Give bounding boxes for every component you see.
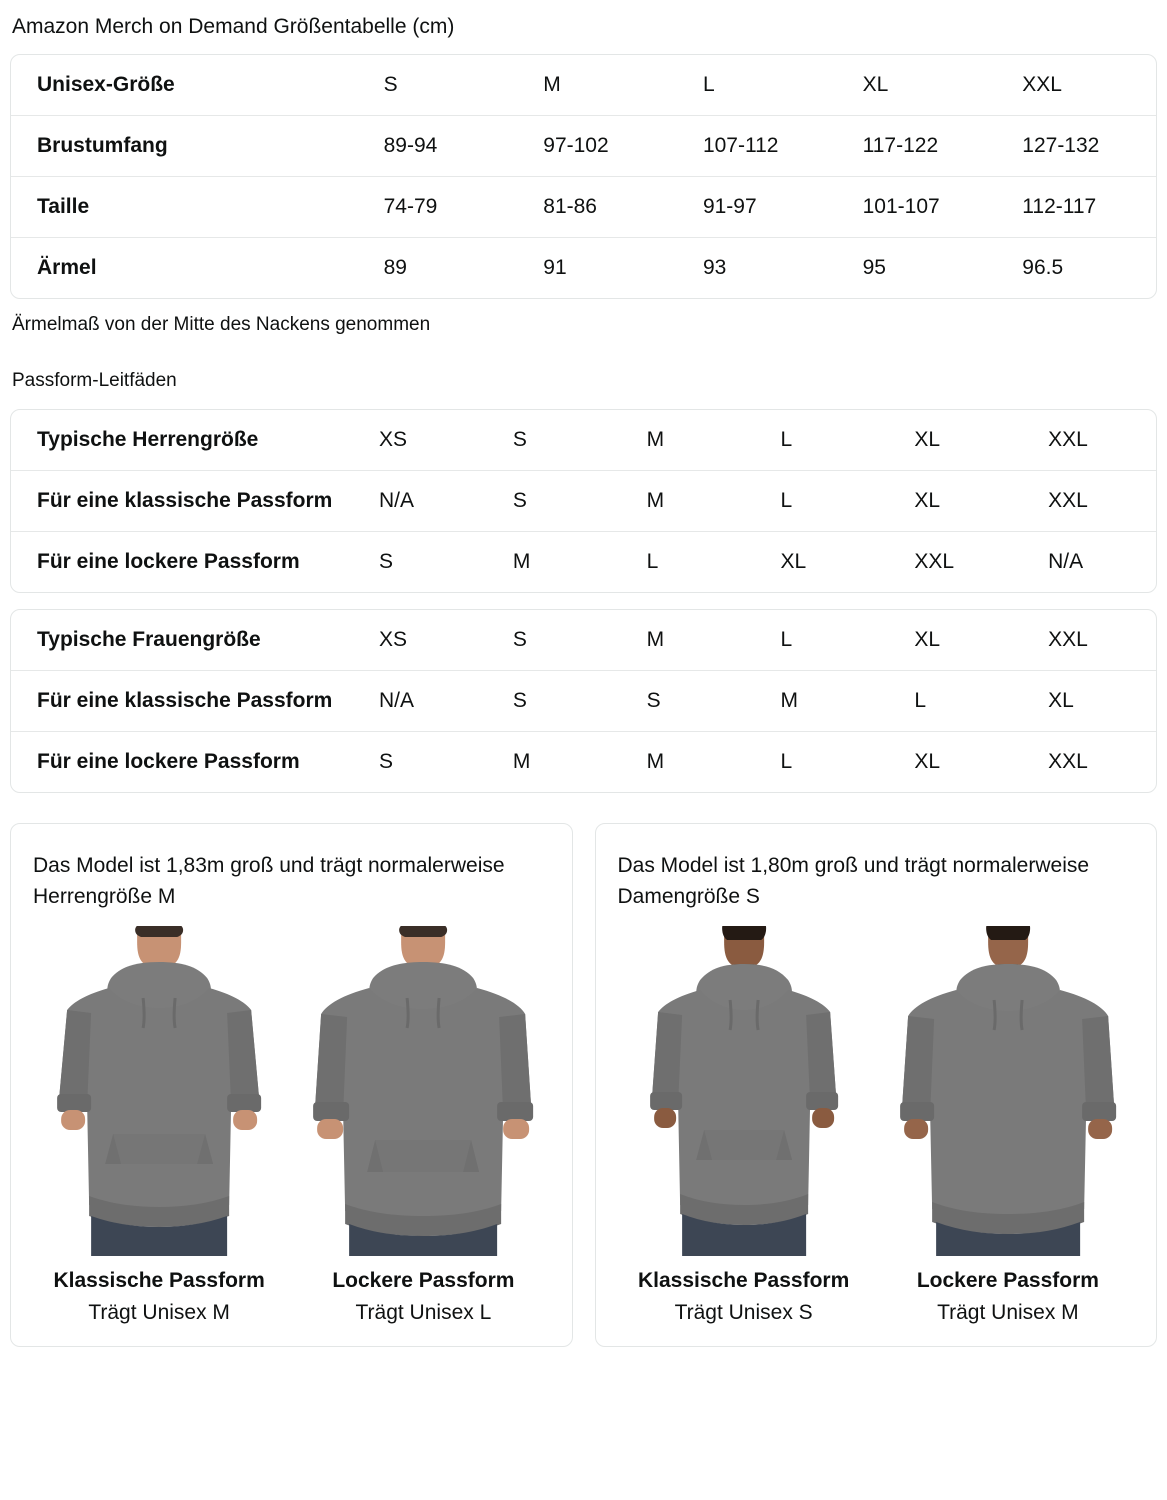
womens-fit-table-card <box>10 609 1157 793</box>
model-card-male <box>10 823 573 1347</box>
cell-chest-s: 89-94 <box>358 116 518 177</box>
fit-guides-label: Passform-Leitfäden <box>12 370 177 391</box>
table-row <box>11 177 1156 238</box>
cell-mens-classic-1: N/A <box>353 471 487 532</box>
cell-mens-typical-5: XL <box>914 428 940 451</box>
cell-mens-typical-3: M <box>646 428 665 451</box>
cell-womens-typical-4: L <box>780 628 793 651</box>
female-classic-fit-illustration <box>618 926 870 1256</box>
cell-womens-classic-4: M <box>754 671 888 732</box>
measurement-table <box>11 55 1156 298</box>
cell-sleeve-m: 91 <box>517 238 677 299</box>
mens-fit-table-card <box>10 409 1157 593</box>
row-label-womens-relaxed-fit: Für eine lockere Passform <box>11 732 353 793</box>
female-relaxed-fit-illustration <box>882 926 1134 1256</box>
figure-male-relaxed <box>297 926 549 1326</box>
row-label-sleeve: Ärmel <box>11 238 358 299</box>
table-row <box>11 471 1156 532</box>
cell-waist-xl: 101-107 <box>837 177 997 238</box>
cell-mens-classic-3: M <box>621 471 755 532</box>
cell-chest-m: 97-102 <box>517 116 677 177</box>
cell-womens-classic-1: N/A <box>353 671 487 732</box>
cell-mens-classic-4: L <box>754 471 888 532</box>
cell-chest-l: 107-112 <box>677 116 837 177</box>
figure-female-relaxed-title: Lockere Passform <box>916 1269 1099 1292</box>
cell-mens-typical-4: L <box>780 428 793 451</box>
figure-female-classic-title: Klassische Passform <box>637 1269 850 1292</box>
cell-mens-typical-2: S <box>512 428 527 451</box>
table-row <box>11 238 1156 299</box>
cell-womens-relaxed-2: M <box>487 732 621 793</box>
column-header-m: M <box>543 73 561 96</box>
table-row <box>11 532 1156 593</box>
cell-womens-classic-3: S <box>621 671 755 732</box>
cell-womens-relaxed-6: XXL <box>1022 732 1156 793</box>
figure-male-relaxed-subtitle: Trägt Unisex L <box>355 1301 492 1324</box>
cell-chest-xl: 117-122 <box>837 116 997 177</box>
table-row <box>11 732 1156 793</box>
cell-mens-relaxed-6: N/A <box>1022 532 1156 593</box>
womens-fit-table <box>11 610 1156 792</box>
cell-waist-m: 81-86 <box>517 177 677 238</box>
cell-womens-typical-6: XXL <box>1048 628 1088 651</box>
table-row <box>11 410 1156 471</box>
cell-mens-relaxed-2: M <box>487 532 621 593</box>
cell-mens-typical-1: XS <box>379 428 408 451</box>
model-card-male-figures <box>33 926 550 1326</box>
cell-womens-classic-2: S <box>487 671 621 732</box>
model-cards <box>10 823 1157 1347</box>
model-card-male-caption: Das Model ist 1,83m groß und trägt normalerweise Herrengröße M <box>33 854 505 908</box>
figure-male-relaxed-title: Lockere Passform <box>332 1269 515 1292</box>
cell-sleeve-xl: 95 <box>837 238 997 299</box>
row-label-waist: Taille <box>11 177 358 238</box>
table-row <box>11 116 1156 177</box>
row-label-typical-mens-size: Typische Herrengröße <box>37 428 259 451</box>
cell-womens-typical-1: XS <box>379 628 408 651</box>
cell-waist-l: 91-97 <box>677 177 837 238</box>
row-label-chest: Brustumfang <box>11 116 358 177</box>
measurement-table-card <box>10 54 1157 299</box>
figure-male-classic-subtitle: Trägt Unisex M <box>88 1301 230 1324</box>
cell-womens-relaxed-1: S <box>353 732 487 793</box>
mens-fit-table <box>11 410 1156 592</box>
model-card-female-figures <box>618 926 1135 1326</box>
cell-sleeve-s: 89 <box>358 238 518 299</box>
cell-mens-typical-6: XXL <box>1048 428 1088 451</box>
cell-womens-relaxed-4: L <box>754 732 888 793</box>
male-classic-fit-illustration <box>33 926 285 1256</box>
cell-chest-xxl: 127-132 <box>996 116 1156 177</box>
cell-womens-relaxed-3: M <box>621 732 755 793</box>
cell-mens-relaxed-3: L <box>621 532 755 593</box>
table-row <box>11 610 1156 671</box>
row-label-typical-womens-size: Typische Frauengröße <box>37 628 261 651</box>
page-title: Amazon Merch on Demand Größentabelle (cm) <box>12 15 455 38</box>
cell-womens-typical-5: XL <box>914 628 940 651</box>
cell-mens-classic-2: S <box>487 471 621 532</box>
model-card-female <box>595 823 1158 1347</box>
cell-mens-relaxed-1: S <box>353 532 487 593</box>
figure-female-classic-subtitle: Trägt Unisex S <box>674 1301 813 1324</box>
figure-female-classic <box>618 926 870 1326</box>
column-header-s: S <box>383 73 398 96</box>
cell-womens-relaxed-5: XL <box>888 732 1022 793</box>
column-header-xxl: XXL <box>1022 73 1062 96</box>
cell-sleeve-xxl: 96.5 <box>996 238 1156 299</box>
figure-male-classic <box>33 926 285 1326</box>
cell-womens-typical-3: M <box>646 628 665 651</box>
figure-female-relaxed-subtitle: Trägt Unisex M <box>937 1301 1079 1324</box>
cell-waist-xxl: 112-117 <box>996 177 1156 238</box>
cell-waist-s: 74-79 <box>358 177 518 238</box>
table-row <box>11 671 1156 732</box>
cell-mens-classic-6: XXL <box>1022 471 1156 532</box>
table-row <box>11 55 1156 116</box>
column-header-size: Unisex-Größe <box>37 73 175 96</box>
cell-mens-relaxed-4: XL <box>754 532 888 593</box>
figure-male-classic-title: Klassische Passform <box>53 1269 265 1292</box>
row-label-womens-classic-fit: Für eine klassische Passform <box>11 671 353 732</box>
cell-womens-classic-6: XL <box>1022 671 1156 732</box>
row-label-mens-classic-fit: Für eine klassische Passform <box>11 471 353 532</box>
cell-womens-classic-5: L <box>888 671 1022 732</box>
model-card-female-caption: Das Model ist 1,80m groß und trägt normalerweise Damengröße S <box>617 854 1090 908</box>
cell-mens-classic-5: XL <box>888 471 1022 532</box>
cell-mens-relaxed-5: XXL <box>888 532 1022 593</box>
column-header-l: L <box>702 73 715 96</box>
figure-female-relaxed <box>882 926 1134 1326</box>
sleeve-measurement-note: Ärmelmaß von der Mitte des Nackens genommen <box>12 314 431 335</box>
male-relaxed-fit-illustration <box>297 926 549 1256</box>
cell-womens-typical-2: S <box>512 628 527 651</box>
row-label-mens-relaxed-fit: Für eine lockere Passform <box>11 532 353 593</box>
column-header-xl: XL <box>862 73 889 96</box>
cell-sleeve-l: 93 <box>677 238 837 299</box>
